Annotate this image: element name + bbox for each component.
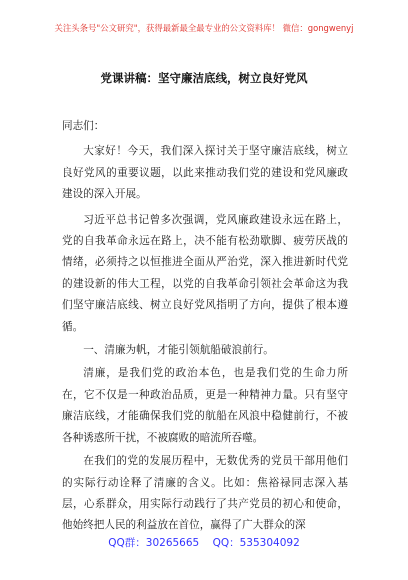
footer-contact <box>0 535 408 550</box>
document-title: 党课讲稿：坚守廉洁底线，树立良好党风 <box>100 71 308 85</box>
paragraph-2: 习近平总书记曾多次强调，党风廉政建设永远在路上，党的自我革命永远在路上，决不能有松劲歇脚、疲劳厌战的情绪，必须持之以恒推进全面从严治党，深入推进新时代党的建设新的伟大工程，以党的自我革命引领社会革命这为我们坚守廉洁底线、树立良好党风指明了方向，提供了根本遵循。 <box>62 213 348 333</box>
document-body <box>62 116 348 537</box>
greeting: 同志们： <box>62 120 105 132</box>
footer-qq: QQ：535304092 <box>212 537 300 549</box>
footer-qq-group: QQ群：30265665 <box>108 537 200 549</box>
paragraph-1: 大家好！今天，我们深入探讨关于坚守廉洁底线，树立良好党风的重要议题，以此来推动我们党的建设和党风廉政建设的深入开展。 <box>62 145 348 201</box>
paragraph-3: 清廉，是我们党的政治本色，也是我们党的生命力所在，它不仅是一种政治品质，更是一种精神力量。只有坚守廉洁底线，才能确保我们党的航船在风浪中稳健前行，不被各种诱惑所干扰，不被腐败的暗流所吞噬。 <box>62 367 348 444</box>
header-notice: 关注头条号"公文研究"，获得最新最全最专业的公文资料库！ 微信：gongwenyj <box>54 23 354 33</box>
paragraph-4: 在我们的党的发展历程中，无数优秀的党员干部用他们的实际行动诠释了清廉的含义。比如：焦裕禄同志深入基层，心系群众，用实际行动践行了共产党员的初心和使命，他始终把人民的利益放在首位，赢得了广大群众的深 <box>62 455 348 532</box>
section-heading-1: 一、清廉为帆，才能引领航船破浪前行。 <box>83 344 274 357</box>
